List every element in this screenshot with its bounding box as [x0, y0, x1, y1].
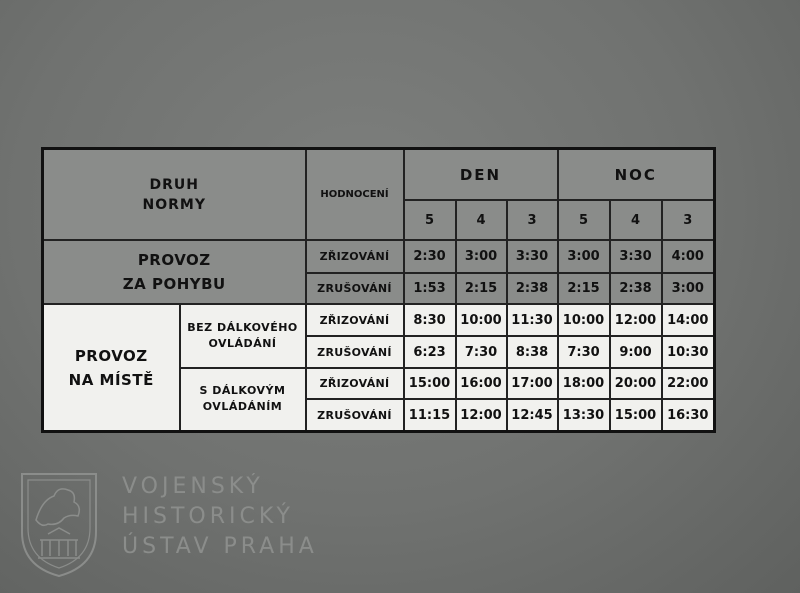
row-label: ZRUŠOVÁNÍ	[306, 336, 404, 367]
value-cell: 12:00	[610, 304, 662, 336]
value-cell: 12:45	[507, 399, 558, 431]
value-cell: 15:00	[610, 399, 662, 431]
value-cell: 7:30	[456, 336, 507, 367]
value-cell: 10:00	[456, 304, 507, 336]
row-label: ZŘIZOVÁNÍ	[306, 304, 404, 336]
subgroup-label-line2: OVLÁDÁNÍ	[208, 336, 277, 350]
value-cell: 10:00	[558, 304, 610, 336]
header-druh-normy	[43, 149, 306, 241]
value-cell: 6:23	[404, 336, 456, 367]
value-cell: 8:38	[507, 336, 558, 367]
row-label: ZRUŠOVÁNÍ	[306, 399, 404, 431]
value-cell: 2:38	[507, 273, 558, 304]
value-cell: 20:00	[610, 368, 662, 399]
group-label-line1: PROVOZ	[74, 346, 148, 365]
header-hodnoceni: HODNOCENÍ	[306, 149, 404, 241]
header-druh-line2: NORMY	[142, 196, 206, 213]
grade-cell: 5	[558, 200, 610, 240]
value-cell: 3:30	[507, 240, 558, 272]
value-cell: 1:53	[404, 273, 456, 304]
value-cell: 4:00	[662, 240, 715, 272]
value-cell: 3:00	[456, 240, 507, 272]
value-cell: 22:00	[662, 368, 715, 399]
group-provoz-na-miste	[43, 304, 180, 431]
value-cell: 11:30	[507, 304, 558, 336]
group-provoz-za-pohybu	[43, 240, 306, 304]
row-label: ZŘIZOVÁNÍ	[306, 240, 404, 272]
value-cell: 2:15	[558, 273, 610, 304]
value-cell: 15:00	[404, 368, 456, 399]
header-den: DEN	[404, 149, 558, 201]
watermark-text	[122, 472, 318, 562]
value-cell: 12:00	[456, 399, 507, 431]
subgroup-label-line1: BEZ DÁLKOVÉHO	[187, 320, 298, 334]
value-cell: 2:15	[456, 273, 507, 304]
value-cell: 13:30	[558, 399, 610, 431]
group-label-line1: PROVOZ	[137, 251, 211, 270]
norms-table	[41, 147, 716, 433]
value-cell: 8:30	[404, 304, 456, 336]
value-cell: 16:30	[662, 399, 715, 431]
grade-cell: 4	[456, 200, 507, 240]
subgroup-bez-dalkoveho	[180, 304, 306, 368]
value-cell: 3:00	[662, 273, 715, 304]
row-label: ZŘIZOVÁNÍ	[306, 368, 404, 399]
subgroup-label-line1: S DÁLKOVÝM	[199, 384, 286, 398]
value-cell: 2:30	[404, 240, 456, 272]
value-cell: 3:30	[610, 240, 662, 272]
value-cell: 17:00	[507, 368, 558, 399]
group-label-line2: ZA POHYBU	[122, 275, 226, 294]
value-cell: 2:38	[610, 273, 662, 304]
watermark-line2: HISTORICKÝ	[122, 504, 294, 529]
watermark-line3: ÚSTAV PRAHA	[122, 534, 318, 559]
group-label-line2: NA MÍSTĚ	[68, 370, 154, 389]
grade-cell: 3	[662, 200, 715, 240]
value-cell: 7:30	[558, 336, 610, 367]
value-cell: 3:00	[558, 240, 610, 272]
value-cell: 11:15	[404, 399, 456, 431]
value-cell: 14:00	[662, 304, 715, 336]
value-cell: 9:00	[610, 336, 662, 367]
grade-cell: 4	[610, 200, 662, 240]
header-noc: NOC	[558, 149, 715, 201]
value-cell: 16:00	[456, 368, 507, 399]
value-cell: 10:30	[662, 336, 715, 367]
grade-cell: 3	[507, 200, 558, 240]
subgroup-s-dalkovym	[180, 368, 306, 432]
value-cell: 18:00	[558, 368, 610, 399]
header-druh-line1: DRUH	[149, 176, 199, 193]
watermark	[18, 470, 338, 580]
watermark-line1: VOJENSKÝ	[122, 474, 264, 499]
subgroup-label-line2: OVLÁDÁNÍM	[202, 400, 283, 414]
row-label: ZRUŠOVÁNÍ	[306, 273, 404, 304]
grade-cell: 5	[404, 200, 456, 240]
lion-shield-icon	[18, 470, 100, 580]
